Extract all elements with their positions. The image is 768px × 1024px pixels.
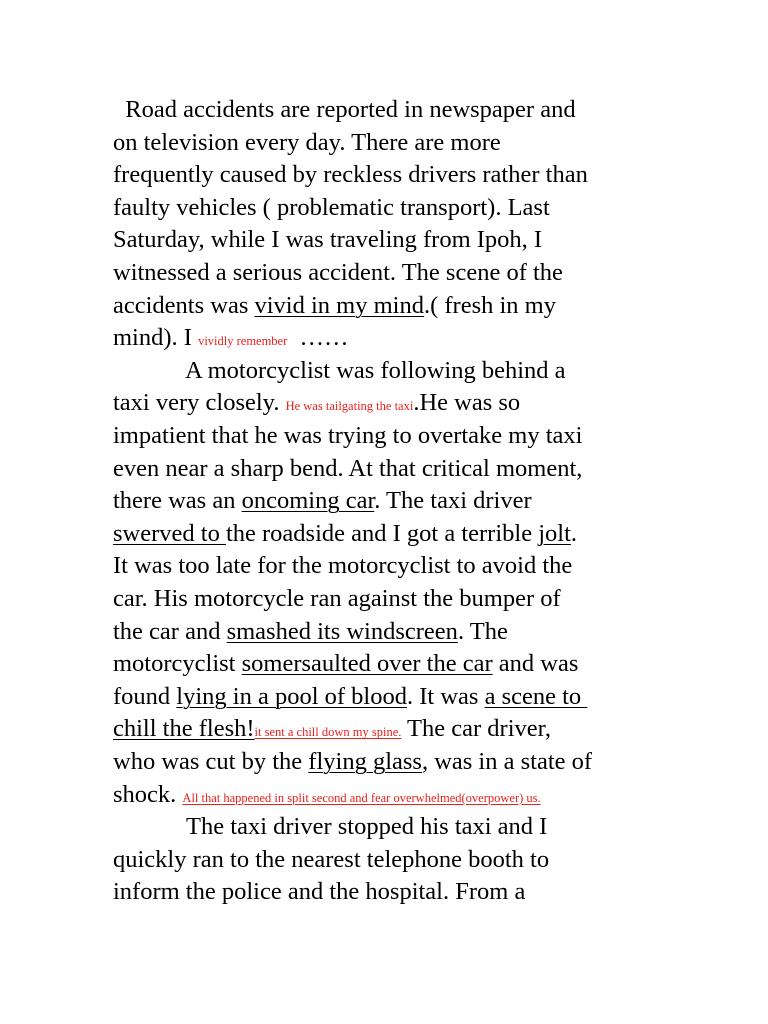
text-segment: It was too late for the motorcyclist to avoid the bbox=[113, 552, 573, 580]
text-line bbox=[113, 844, 549, 876]
text-segment: there was an bbox=[113, 487, 242, 515]
text-segment: …… bbox=[287, 324, 349, 352]
text-segment: accidents was bbox=[113, 291, 255, 319]
text-segment: and was bbox=[492, 650, 579, 678]
text-segment: car. His motorcycle ran against the bumper of bbox=[113, 585, 561, 612]
text-segment: witnessed a serious accident. The scene of the bbox=[113, 259, 563, 286]
text-segment: faulty vehicles ( problematic transport). Last bbox=[113, 193, 550, 221]
text-line bbox=[113, 290, 556, 322]
text-segment: . It was bbox=[407, 682, 485, 710]
underlined-phrase: chill the flesh! bbox=[113, 715, 255, 743]
text-line bbox=[113, 94, 576, 126]
text-line bbox=[113, 648, 578, 680]
text-line bbox=[113, 322, 349, 357]
text-line bbox=[113, 550, 572, 582]
text-segment: impatient that he was trying to overtake my taxi bbox=[113, 422, 583, 449]
text-segment: . The bbox=[457, 617, 508, 645]
text-segment: even near a sharp bend. At that critical moment, bbox=[113, 454, 583, 482]
text-segment: .He was so bbox=[413, 389, 521, 417]
margin-note: He was tailgating the taxi bbox=[285, 399, 414, 414]
text-segment: found bbox=[113, 682, 177, 710]
text-segment: .( fresh in my bbox=[423, 291, 556, 319]
text-line bbox=[113, 876, 525, 908]
text-segment: Saturday, while I was traveling from Ipoh, I bbox=[113, 226, 543, 254]
underlined-phrase: lying in a pool of blood bbox=[176, 682, 407, 710]
text-segment: quickly ran to the nearest telephone booth to bbox=[113, 845, 550, 873]
underlined-phrase: jolt bbox=[538, 519, 571, 547]
text-segment: The taxi driver stopped his taxi and I bbox=[113, 813, 548, 841]
text-segment: inform the police and the hospital. From a bbox=[113, 878, 526, 906]
text-line bbox=[113, 257, 563, 289]
margin-note: vividly remember bbox=[198, 334, 288, 349]
underlined-phrase: vivid in my mind bbox=[254, 291, 424, 319]
text-segment: who was cut by the bbox=[113, 748, 309, 775]
text-line bbox=[113, 811, 547, 843]
text-line bbox=[113, 779, 541, 814]
text-segment: A motorcyclist was following behind a bbox=[113, 356, 566, 384]
underlined-phrase: swerved to bbox=[113, 519, 226, 547]
underlined-phrase: a scene to bbox=[484, 682, 588, 710]
text-segment: the car and bbox=[113, 617, 227, 645]
text-line bbox=[113, 616, 508, 648]
text-segment: . The taxi driver bbox=[374, 487, 532, 515]
underlined-phrase: somersaulted over the car bbox=[241, 650, 493, 678]
text-line bbox=[113, 485, 532, 517]
text-segment: motorcyclist bbox=[113, 650, 242, 678]
text-line bbox=[113, 518, 577, 550]
text-line bbox=[113, 387, 520, 422]
margin-note: All that happened in split second and fear overwhelmed(overpower) us. bbox=[182, 790, 541, 805]
text-line bbox=[113, 224, 542, 256]
text-segment: , was in a state of bbox=[421, 748, 593, 775]
text-segment: taxi very closely. bbox=[113, 389, 286, 417]
text-segment: The car driver, bbox=[401, 715, 551, 743]
underlined-phrase: smashed its windscreen bbox=[226, 617, 458, 645]
underlined-phrase: flying glass bbox=[308, 748, 422, 775]
text-line bbox=[113, 159, 588, 191]
text-line bbox=[113, 746, 592, 778]
text-segment: . bbox=[570, 519, 578, 547]
text-line bbox=[113, 681, 587, 713]
text-segment: on television every day. There are more bbox=[113, 128, 501, 156]
text-segment: mind). I bbox=[113, 324, 199, 352]
text-line bbox=[113, 713, 551, 748]
text-line bbox=[113, 453, 582, 485]
text-segment: frequently caused by reckless drivers rather than bbox=[113, 161, 588, 189]
text-segment: Road accidents are reported in newspaper and bbox=[113, 96, 576, 123]
text-line bbox=[113, 192, 550, 224]
text-line bbox=[113, 420, 582, 452]
text-line bbox=[113, 127, 501, 159]
underlined-phrase: oncoming car bbox=[241, 487, 375, 515]
margin-note: it sent a chill down my spine. bbox=[254, 725, 402, 740]
text-segment: shock. bbox=[113, 780, 183, 808]
text-line bbox=[113, 583, 561, 615]
text-segment: the roadside and I got a terrible bbox=[225, 519, 539, 547]
text-line bbox=[113, 355, 566, 387]
